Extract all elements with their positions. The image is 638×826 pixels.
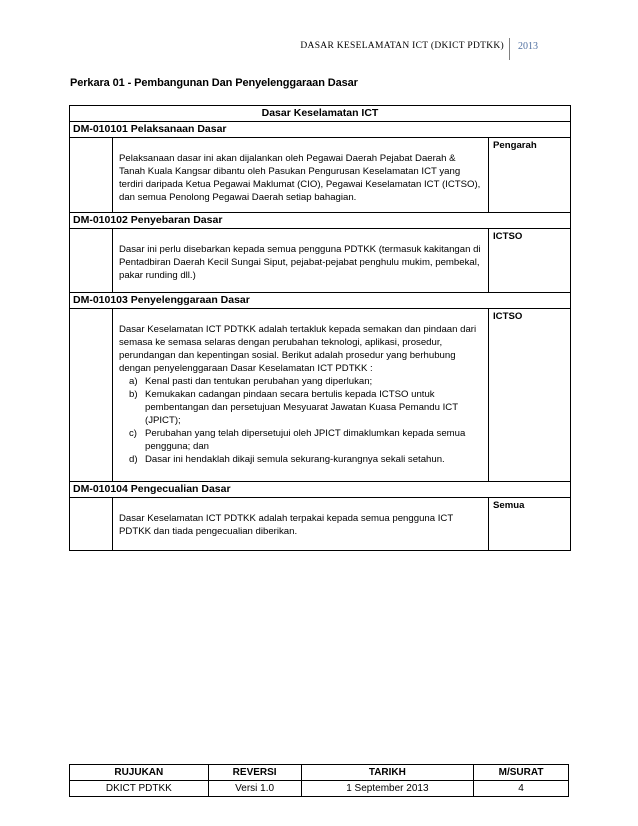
section-paragraph: Dasar Keselamatan ICT PDTKK adalah terpakai kepada semua pengguna ICT PDTKK dan tiada pengecualian diberikan. [119,513,454,537]
list-label: d) [129,454,138,465]
section-text [113,498,489,550]
indent-cell [70,229,113,292]
list-item [119,453,484,466]
indent-cell [70,309,113,481]
section-paragraph: Dasar Keselamatan ICT PDTKK adalah tertakluk kepada semakan dan pindaan dari semasa ke semasa selaras dengan perubahan teknologi, aplikasi, prosedur, perundangan dan kepentingan sosial. Berikut adalah prosedur yang berhubung dengan penyelenggaraan Dasar Keselamatan ICT PDTKK : [119,324,477,374]
indent-cell [70,138,113,212]
section-text [113,229,489,292]
footer-header-msurat: M/SURAT [474,765,569,781]
footer-value-row [70,781,569,797]
section-heading: DM-010101 Pelaksanaan Dasar [70,122,570,138]
list-label: a) [129,376,138,387]
indent-cell [70,498,113,550]
list-label: b) [129,389,138,400]
section-body [70,229,570,293]
list-label: c) [129,428,137,439]
footer-value-rujukan: DKICT PDTKK [70,781,209,797]
procedure-list [119,375,484,466]
responsibility-role: ICTSO [493,231,523,242]
section-text [113,138,489,212]
responsibility-role: Semua [493,500,525,511]
section-body [70,498,570,551]
responsibility-role: ICTSO [493,311,523,322]
list-item [119,375,484,388]
footer-header-rujukan: RUJUKAN [70,765,209,781]
header-divider [509,38,510,60]
footer-header-tarikh: TARIKH [301,765,473,781]
list-text: Perubahan yang telah dipersetujui oleh JPICT dimaklumkan kepada semua pengguna; dan [145,428,466,452]
section-text [113,309,489,481]
section-heading: DM-010102 Penyebaran Dasar [70,213,570,229]
footer-header-reversi: REVERSI [208,765,301,781]
section-heading: DM-010104 Pengecualian Dasar [70,482,570,498]
header-year: 2013 [518,41,538,52]
section-paragraph: Pelaksanaan dasar ini akan dijalankan oleh Pegawai Daerah Pejabat Daerah & Tanah Kuala Kangsar dibantu oleh Pasukan Pengurusan Keselamatan ICT yang terdiri daripada Ketua Pegawai Maklumat (CIO), Pegawai Keselamatan ICT (ICTSO), dan semua Penolong Pegawai Daerah setiap bahagian. [119,153,481,203]
list-text: Dasar ini hendaklah dikaji semula sekurang-kurangnya sekali setahun. [145,454,445,465]
responsibility-role: Pengarah [493,140,537,151]
section-body [70,309,570,482]
section-paragraph: Dasar ini perlu disebarkan kepada semua pengguna PDTKK (termasuk kakitangan di Pentadbiran Daerah Kecil Sungai Siput, pejabat-pejabat penghulu mukim, pembekal, pakar runding dll.) [119,244,481,281]
perkara-title: Perkara 01 - Pembangunan Dan Penyelenggaraan Dasar [70,77,358,89]
footer-header-row [70,765,569,781]
list-item [119,427,484,453]
footer-reference-table [69,764,569,797]
table-title: Dasar Keselamatan ICT [70,106,570,122]
section-heading: DM-010103 Penyelenggaraan Dasar [70,293,570,309]
list-text: Kenal pasti dan tentukan perubahan yang diperlukan; [145,376,373,387]
policy-table [69,105,571,551]
footer-value-msurat: 4 [474,781,569,797]
section-body [70,138,570,213]
list-text: Kemukakan cadangan pindaan secara bertulis kepada ICTSO untuk pembentangan dan persetujuan Mesyuarat Jawatan Kuasa Pemandu ICT (JPICT); [145,389,458,426]
footer-value-reversi: Versi 1.0 [208,781,301,797]
page-header [0,38,638,60]
list-item [119,388,484,427]
header-title: DASAR KESELAMATAN ICT (DKICT PDTKK) [300,41,504,51]
footer-value-tarikh: 1 September 2013 [301,781,473,797]
